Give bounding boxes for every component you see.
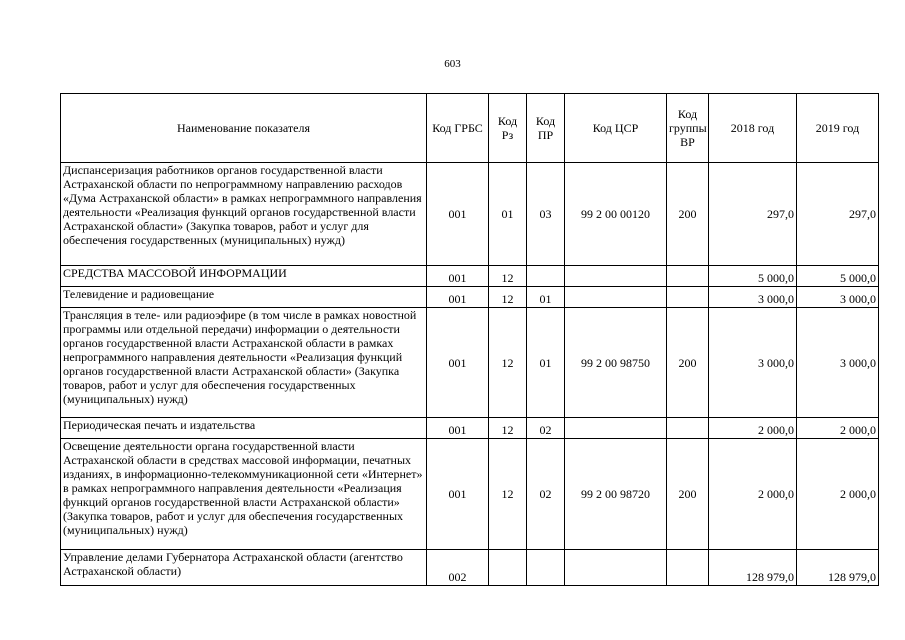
table-row (61, 308, 879, 418)
row-2018: 2 000,0 (709, 439, 797, 550)
row-vr (667, 266, 709, 287)
row-rz (489, 550, 527, 586)
row-grbs: 001 (427, 163, 489, 266)
header-pr: Код ПР (527, 94, 565, 163)
row-pr: 01 (527, 287, 565, 308)
header-csr: Код ЦСР (565, 94, 667, 163)
row-2019: 5 000,0 (797, 266, 879, 287)
row-2019: 2 000,0 (797, 439, 879, 550)
row-2019: 2 000,0 (797, 418, 879, 439)
row-csr (565, 266, 667, 287)
header-2019: 2019 год (797, 94, 879, 163)
row-grbs: 002 (427, 550, 489, 586)
row-name: Диспансеризация работников органов государственной власти Астраханской области по непрограммному направлению расходов «Дума Астраханской области» в рамках непрограммного направления деятельности «Реализация функций органов государственной власти Астраханской области» (Закупка товаров, работ и услуг для обеспечения государственных (муниципальных) нужд) (61, 163, 427, 266)
row-rz: 12 (489, 418, 527, 439)
row-name: Телевидение и радиовещание (61, 287, 427, 308)
header-2018: 2018 год (709, 94, 797, 163)
table-row (61, 418, 879, 439)
row-grbs: 001 (427, 439, 489, 550)
row-vr (667, 418, 709, 439)
row-2018: 2 000,0 (709, 418, 797, 439)
row-pr: 03 (527, 163, 565, 266)
header-vr: Код группы ВР (667, 94, 709, 163)
row-rz: 12 (489, 308, 527, 418)
row-grbs: 001 (427, 308, 489, 418)
row-pr: 01 (527, 308, 565, 418)
table-row (61, 550, 879, 586)
row-pr (527, 266, 565, 287)
row-pr: 02 (527, 439, 565, 550)
row-name: Освещение деятельности органа государственной власти Астраханской области в средствах массовой информации, печатных изданиях, в информационно-телекоммуникационной сети «Интернет» в рамках непрограммного направления деятельности «Реализация функций органов государственной власти Астраханской области» (Закупка товаров, работ и услуг для обеспечения государственных (муниципальных) нужд) (61, 439, 427, 550)
row-grbs: 001 (427, 418, 489, 439)
table-row (61, 287, 879, 308)
table-row (61, 439, 879, 550)
row-2018: 3 000,0 (709, 308, 797, 418)
row-vr: 200 (667, 308, 709, 418)
row-grbs: 001 (427, 287, 489, 308)
row-2018: 128 979,0 (709, 550, 797, 586)
row-2019: 3 000,0 (797, 287, 879, 308)
row-vr (667, 550, 709, 586)
page-number: 603 (444, 58, 461, 70)
budget-table (60, 93, 879, 586)
row-2018: 5 000,0 (709, 266, 797, 287)
row-name: СРЕДСТВА МАССОВОЙ ИНФОРМАЦИИ (61, 266, 427, 287)
row-pr (527, 550, 565, 586)
row-name: Периодическая печать и издательства (61, 418, 427, 439)
header-grbs: Код ГРБС (427, 94, 489, 163)
row-rz: 12 (489, 266, 527, 287)
row-rz: 01 (489, 163, 527, 266)
row-csr (565, 287, 667, 308)
row-csr: 99 2 00 98750 (565, 308, 667, 418)
row-rz: 12 (489, 287, 527, 308)
row-csr: 99 2 00 98720 (565, 439, 667, 550)
row-vr (667, 287, 709, 308)
row-2019: 128 979,0 (797, 550, 879, 586)
row-csr (565, 418, 667, 439)
header-rz: Код Рз (489, 94, 527, 163)
row-grbs: 001 (427, 266, 489, 287)
row-csr (565, 550, 667, 586)
header-row (61, 94, 879, 163)
row-2019: 297,0 (797, 163, 879, 266)
table-row (61, 163, 879, 266)
row-2018: 3 000,0 (709, 287, 797, 308)
table-row (61, 266, 879, 287)
row-2019: 3 000,0 (797, 308, 879, 418)
row-csr: 99 2 00 00120 (565, 163, 667, 266)
row-name: Управление делами Губернатора Астраханской области (агентство Астраханской области) (61, 550, 427, 586)
row-vr: 200 (667, 439, 709, 550)
row-name: Трансляция в теле- или радиоэфире (в том числе в рамках новостной программы или отдельной передачи) информации о деятельности органов государственной власти Астраханской области в рамках непрограммного направления деятельности «Реализация функций органов государственной власти Астраханской области» (Закупка товаров, работ и услуг для обеспечения государственных (муниципальных) нужд) (61, 308, 427, 418)
row-pr: 02 (527, 418, 565, 439)
header-name: Наименование показателя (61, 94, 427, 163)
row-vr: 200 (667, 163, 709, 266)
row-rz: 12 (489, 439, 527, 550)
row-2018: 297,0 (709, 163, 797, 266)
